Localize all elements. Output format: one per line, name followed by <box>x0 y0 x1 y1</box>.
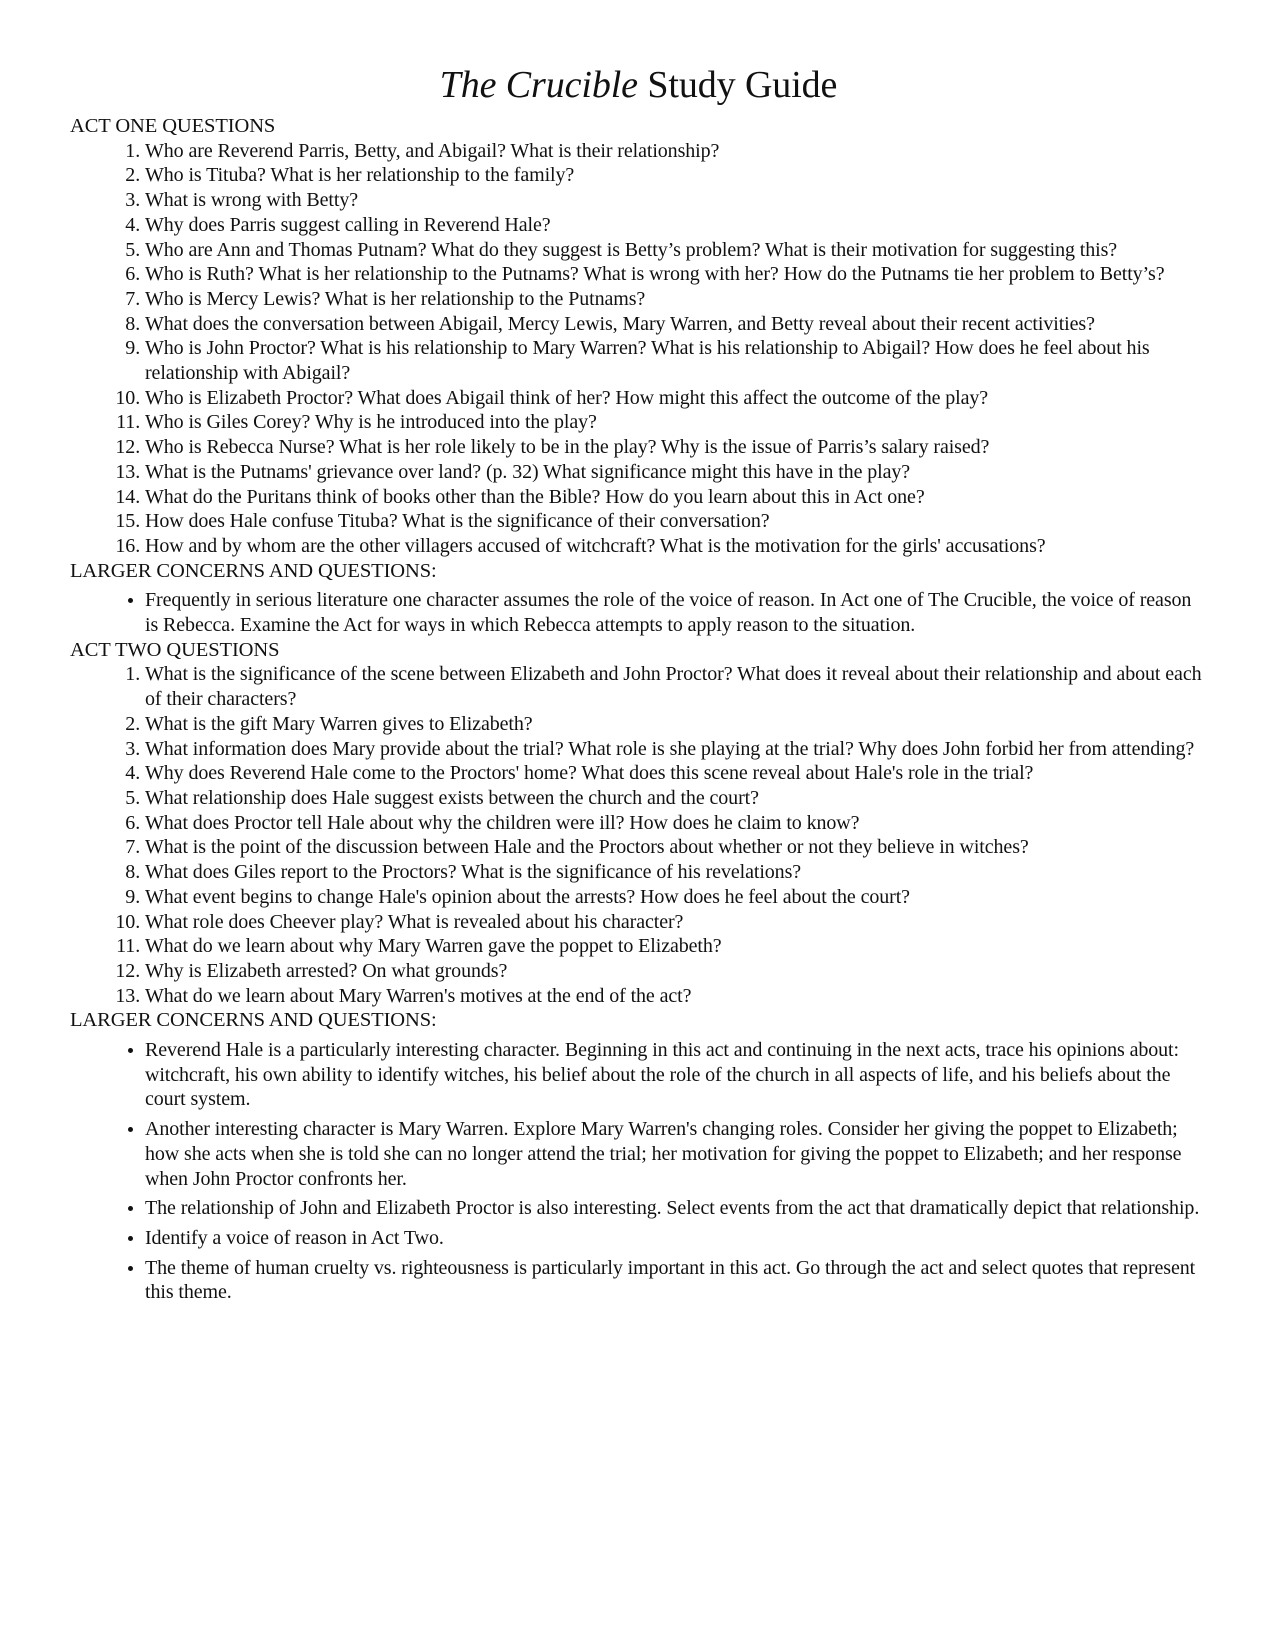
question-item: 3. What information does Mary provide about the trial? What role is she playing at the trial? Why does John forbid her from attending? <box>145 737 1207 762</box>
question-item: 7. Who is Mercy Lewis? What is her relationship to the Putnams? <box>145 287 1207 312</box>
bullet-item: • Frequently in serious literature one character assumes the role of the voice of reason. In Act one of The Crucible, the voice of reason is Rebecca. Examine the Act for ways in which Rebecca attempts to apply reason to the situation. <box>145 588 1207 637</box>
question-item: 1. What is the significance of the scene between Elizabeth and John Proctor? What does it reveal about their relationship and about each of their characters? <box>145 662 1207 711</box>
bullet-item: • Another interesting character is Mary Warren. Explore Mary Warren's changing roles. Consider her giving the poppet to Elizabeth; how she acts when she is told she can no longer attend the trial; her motivation for giving the poppet to Elizabeth; and her response when John Proctor confronts her. <box>145 1117 1207 1191</box>
question-item: 5. Who are Ann and Thomas Putnam? What do they suggest is Betty’s problem? What is their motivation for suggesting this? <box>145 238 1207 263</box>
question-item: 11. Who is Giles Corey? Why is he introduced into the play? <box>145 410 1207 435</box>
question-item: 9. What event begins to change Hale's opinion about the arrests? How does he feel about the court? <box>145 885 1207 910</box>
question-item: 10. Who is Elizabeth Proctor? What does Abigail think of her? How might this affect the outcome of the play? <box>145 386 1207 411</box>
question-item: 12. Who is Rebecca Nurse? What is her role likely to be in the play? Why is the issue of Parris’s salary raised? <box>145 435 1207 460</box>
question-item: 2. Who is Tituba? What is her relationship to the family? <box>145 163 1207 188</box>
question-item: 11. What do we learn about why Mary Warren gave the poppet to Elizabeth? <box>145 934 1207 959</box>
question-item: 4. Why does Parris suggest calling in Reverend Hale? <box>145 213 1207 238</box>
question-item: 1. Who are Reverend Parris, Betty, and Abigail? What is their relationship? <box>145 139 1207 164</box>
question-item: 2. What is the gift Mary Warren gives to Elizabeth? <box>145 712 1207 737</box>
question-item: 12. Why is Elizabeth arrested? On what grounds? <box>145 959 1207 984</box>
question-item: 10. What role does Cheever play? What is revealed about his character? <box>145 910 1207 935</box>
question-item: 4. Why does Reverend Hale come to the Proctors' home? What does this scene reveal about Hale's role in the trial? <box>145 761 1207 786</box>
question-item: 8. What does Giles report to the Proctors? What is the significance of his revelations? <box>145 860 1207 885</box>
question-item: 8. What does the conversation between Abigail, Mercy Lewis, Mary Warren, and Betty reveal about their recent activities? <box>145 312 1207 337</box>
question-item: 15. How does Hale confuse Tituba? What is the significance of their conversation? <box>145 509 1207 534</box>
page-title <box>70 60 1207 110</box>
question-item: 6. What does Proctor tell Hale about why the children were ill? How does he claim to know? <box>145 811 1207 836</box>
title-suffix: Study Guide <box>637 64 838 106</box>
section-heading-larger-concerns-act-one: LARGER CONCERNS AND QUESTIONS: <box>70 559 437 582</box>
question-item: 13. What is the Putnams' grievance over land? (p. 32) What significance might this have in the play? <box>145 460 1207 485</box>
act-two-larger-concerns-list <box>70 1038 1207 1305</box>
question-item: 13. What do we learn about Mary Warren's motives at the end of the act? <box>145 984 1207 1009</box>
section-heading-larger-concerns-act-two: LARGER CONCERNS AND QUESTIONS: <box>70 1009 437 1032</box>
question-item: 5. What relationship does Hale suggest exists between the church and the court? <box>145 786 1207 811</box>
act-one-larger-concerns-list <box>70 588 1207 637</box>
section-heading-act-two-questions: ACT TWO QUESTIONS <box>70 638 280 661</box>
section-heading-act-one-questions: ACT ONE QUESTIONS <box>70 115 276 137</box>
act-one-question-list <box>70 139 1207 559</box>
question-item: 7. What is the point of the discussion between Hale and the Proctors about whether or not they believe in witches? <box>145 835 1207 860</box>
question-item: 9. Who is John Proctor? What is his relationship to Mary Warren? What is his relationship to Abigail? How does he feel about his relationship with Abigail? <box>145 336 1207 385</box>
title-book-name: The Crucible <box>439 64 638 106</box>
bullet-item: • Identify a voice of reason in Act Two. <box>145 1226 1207 1251</box>
bullet-item: • The theme of human cruelty vs. righteousness is particularly important in this act. Go through the act and select quotes that represent this theme. <box>145 1256 1207 1305</box>
bullet-item: • The relationship of John and Elizabeth Proctor is also interesting. Select events from the act that dramatically depict that relationship. <box>145 1196 1207 1221</box>
question-item: 3. What is wrong with Betty? <box>145 188 1207 213</box>
act-two-question-list <box>70 662 1207 1008</box>
question-item: 14. What do the Puritans think of books other than the Bible? How do you learn about this in Act one? <box>145 485 1207 510</box>
question-item: 16. How and by whom are the other villagers accused of witchcraft? What is the motivation for the girls' accusations? <box>145 534 1207 559</box>
question-item: 6. Who is Ruth? What is her relationship to the Putnams? What is wrong with her? How do the Putnams tie her problem to Betty’s? <box>145 262 1207 287</box>
bullet-item: • Reverend Hale is a particularly interesting character. Beginning in this act and continuing in the next acts, trace his opinions about: witchcraft, his own ability to identify witches, his belief about the role of the church in all aspects of life, and his beliefs about the court system. <box>145 1038 1207 1112</box>
